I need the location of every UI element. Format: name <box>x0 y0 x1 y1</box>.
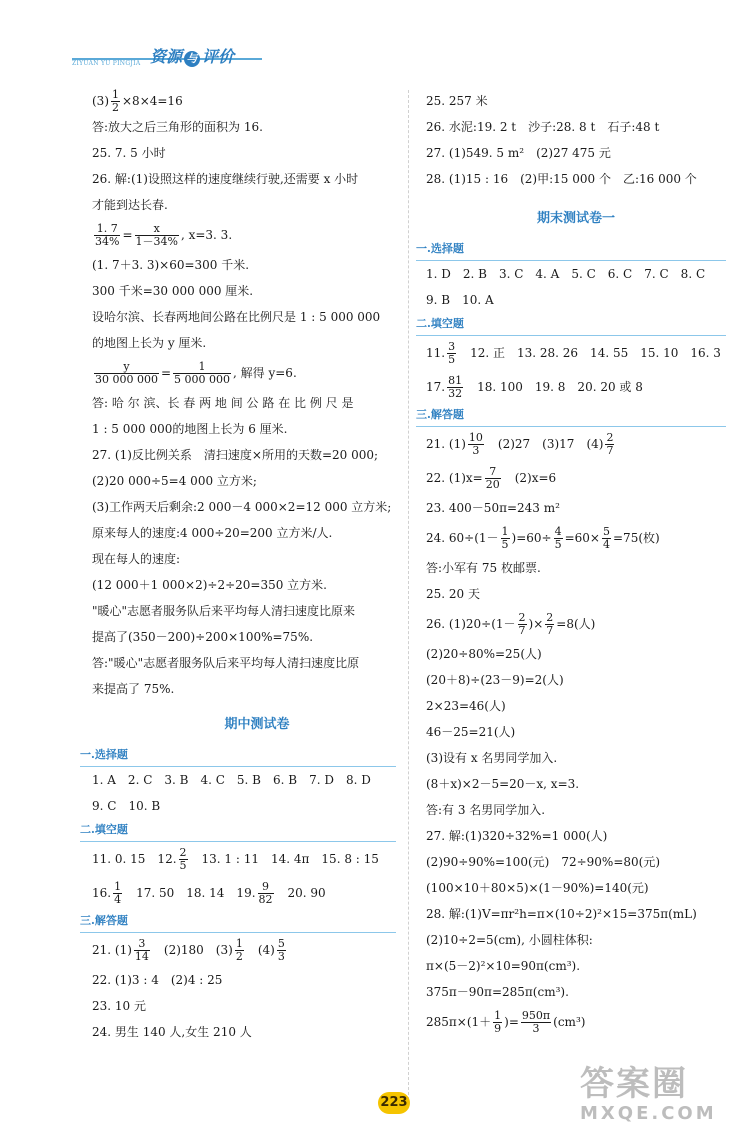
answer-line: 23. 400－50π=243 m² <box>426 501 560 515</box>
answer-line: 答:放大之后三角形的面积为 16. <box>92 120 263 134</box>
answer-line: 28. (1)15 : 16 (2)甲:15 000 个 乙:16 000 个 <box>426 172 697 186</box>
fraction: $\frac{10}{3}$ <box>468 431 483 457</box>
answer-line: 28. 解:(1)V=πr²h=π×(10÷2)²×15=375π(mL) <box>426 907 697 921</box>
header-amp-badge: 与 <box>184 51 200 67</box>
answer-line: 21. (1) $\frac{3}{14}$ (2)180 (3) $\frac{1}{2}$ (4) $\frac{5}{3}$ <box>92 937 285 963</box>
answer-line: 21. (1) $\frac{10}{3}$ (2)27 (3)17 (4) $\frac{2}{7}$ <box>426 431 614 457</box>
fraction: $\frac{1}{5}$ <box>501 525 509 551</box>
answer-line: (2)20÷80%=25(人) <box>426 647 542 661</box>
fraction: $\frac{1}{9}$ <box>494 1009 502 1035</box>
left-column <box>80 88 422 1045</box>
section-title-final: 期末测试卷一 <box>536 211 615 226</box>
answer-line: 27. (1)反比例关系 清扫速度×所用的天数=20 000; <box>92 448 379 462</box>
answer-line: (1. 7＋3. 3)×60=300 千米. <box>92 258 250 272</box>
header-subtitle: ZIYUAN YU PINGJIA <box>72 60 141 67</box>
answer-line: (3) $\frac{1}{2}$ ×8×4=16 <box>92 88 183 114</box>
fraction: $\frac{y}{30 000 000}$ <box>95 360 158 386</box>
subsection-heading: 一.选择题 <box>416 238 726 261</box>
answer-line: 26. (1)20÷(1－ $\frac{2}{7}$ )× $\frac{2}{7}$ =8(人) <box>426 611 596 637</box>
answer-line: 26. 解:(1)设照这样的速度继续行驶,还需要 x 小时 <box>92 172 359 186</box>
answer-line: 24. 60÷(1－ $\frac{1}{5}$ )=60÷ $\frac{4}{5}$ =60× $\frac{5}{4}$ =75(枚) <box>426 525 660 551</box>
answer-line: (3)设有 x 名男同学加入. <box>426 751 558 765</box>
right-column <box>416 88 726 1039</box>
fraction: $\frac{1}{4}$ <box>114 880 122 906</box>
header-title-b: 评价 <box>202 47 235 66</box>
fraction: $\frac{x}{1-34\%}$ <box>135 222 178 248</box>
answer-line: 27. (1)549. 5 m² (2)27 475 元 <box>426 146 611 160</box>
answer-line: (2)10÷2=5(cm), 小圆柱体积: <box>426 933 593 947</box>
answer-line: 答:"暖心"志愿者服务队后来平均每人清扫速度比原 <box>92 656 360 670</box>
answer-line: $\frac{y}{30 000 000}$ = $\frac{1}{5 000 000}$ , 解得 y=6. <box>95 360 297 386</box>
subsection-heading: 二.填空题 <box>80 819 396 842</box>
answer-line: "暖心"志愿者服务队后来平均每人清扫速度比原来 <box>92 604 356 618</box>
fraction: $\frac{1}{2}$ <box>112 88 119 114</box>
subsection-heading: 一.选择题 <box>80 744 396 767</box>
answer-line: 答:小军有 75 枚邮票. <box>426 561 541 575</box>
fraction: $\frac{2}{7}$ <box>546 611 554 637</box>
answer-line: 11. $\frac{3}{5}$ 12. 正 13. 28. 26 14. 55 15. 10 16. 3 <box>426 340 721 366</box>
fraction: $\frac{1. 7}{34\%}$ <box>95 222 120 248</box>
answer-line: 现在每人的速度: <box>92 552 181 566</box>
watermark-text: 答案圈 <box>580 1064 688 1104</box>
answer-line: (3)工作两天后剩余:2 000－4 000×2=12 000 立方米; <box>92 500 392 514</box>
answer-line: 11. 0. 15 12. $\frac{2}{5}$ 13. 1 : 11 14. 4π 15. 8 : 15 <box>92 846 379 872</box>
fraction: $\frac{4}{5}$ <box>554 525 562 551</box>
fraction: $\frac{5}{3}$ <box>277 937 285 963</box>
fraction: $\frac{1}{2}$ <box>235 937 243 963</box>
fraction: $\frac{81}{32}$ <box>448 374 463 400</box>
fraction: $\frac{950\pi}{3}$ <box>521 1009 551 1035</box>
answer-line: 24. 男生 140 人,女生 210 人 <box>92 1025 252 1039</box>
page-number-badge: 223 <box>378 1092 410 1114</box>
fraction: $\frac{2}{7}$ <box>606 431 614 457</box>
fraction: $\frac{5}{4}$ <box>603 525 610 551</box>
answer-line: 1 : 5 000 000的地图上长为 6 厘米. <box>92 422 288 436</box>
fraction: $\frac{2}{7}$ <box>518 611 526 637</box>
subsection-heading: 三.解答题 <box>416 404 726 427</box>
answer-line: 答:有 3 名男同学加入. <box>426 803 546 817</box>
answer-line: 26. 水泥:19. 2 t 沙子:28. 8 t 石子:48 t <box>426 120 660 134</box>
answer-line: 300 千米=30 000 000 厘米. <box>92 284 254 298</box>
answer-line: π×(5－2)²×10=90π(cm³). <box>426 959 581 973</box>
answer-line: 2×23=46(人) <box>426 699 506 713</box>
answer-line: 17. $\frac{81}{32}$ 18. 100 19. 8 20. 20 或 8 <box>426 374 643 400</box>
watermark-logo <box>580 1065 740 1135</box>
fraction: $\frac{3}{14}$ <box>134 937 149 963</box>
answer-line: (100×10＋80×5)×(1－90%)=140(元) <box>426 881 649 895</box>
answer-line: 1. D 2. B 3. C 4. A 5. C 6. C 7. C 8. C <box>426 267 706 281</box>
watermark-url: MXQE.COM <box>580 1103 717 1124</box>
answer-line: 1. A 2. C 3. B 4. C 5. B 6. B 7. D 8. D <box>92 773 371 787</box>
subsection-heading: 二.填空题 <box>416 313 726 336</box>
answer-line: 25. 257 米 <box>426 94 488 108</box>
answer-line: 27. 解:(1)320÷32%=1 000(人) <box>426 829 608 843</box>
answer-line: (2)20 000÷5=4 000 立方米; <box>92 474 257 488</box>
fraction: $\frac{9}{82}$ <box>258 880 273 906</box>
answer-line: 原来每人的速度:4 000÷20=200 立方米/人. <box>92 526 333 540</box>
answer-line: 9. C 10. B <box>92 799 161 813</box>
answer-line: 16. $\frac{1}{4}$ 17. 50 18. 14 19. $\frac{9}{82}$ 20. 90 <box>92 880 326 906</box>
answer-line: 提高了(350－200)÷200×100%=75%. <box>92 630 314 644</box>
answer-line: 25. 7. 5 小时 <box>92 146 166 160</box>
answer-line: 设哈尔滨、长春两地间公路在比例尺是 1 : 5 000 000 <box>92 310 381 324</box>
answer-line: (2)90÷90%=100(元) 72÷90%=80(元) <box>426 855 661 869</box>
answer-line: 285π×(1＋ $\frac{1}{9}$ )= $\frac{950\pi}{3}$ (cm³) <box>426 1009 586 1035</box>
answer-line: 答: 哈 尔 滨、长 春 两 地 间 公 路 在 比 例 尺 是 <box>92 396 354 410</box>
header-title-a: 资源 <box>150 47 183 66</box>
answer-line: 22. (1)x= $\frac{7}{20}$ (2)x=6 <box>426 465 557 491</box>
answer-line: 22. (1)3 : 4 (2)4 : 25 <box>92 973 223 987</box>
answer-line: 来提高了 75%. <box>92 682 175 696</box>
header-title <box>150 44 234 67</box>
answer-line: (8＋x)×2－5=20－x, x=3. <box>426 777 580 791</box>
answer-line: 才能到达长春. <box>92 198 168 212</box>
subsection-heading: 三.解答题 <box>80 910 396 933</box>
answer-line: 的地图上长为 y 厘米. <box>92 336 207 350</box>
answer-line: (12 000＋1 000×2)÷2÷20=350 立方米. <box>92 578 327 592</box>
answer-line: (20＋8)÷(23－9)=2(人) <box>426 673 564 687</box>
section-title-midterm: 期中测试卷 <box>224 717 290 732</box>
fraction: $\frac{7}{20}$ <box>485 465 500 491</box>
answer-line: 25. 20 天 <box>426 587 480 601</box>
answer-line: $\frac{1. 7}{34\%}$ = $\frac{x}{1-34\%}$ , x=3. 3. <box>95 222 233 248</box>
fraction: $\frac{3}{5}$ <box>448 340 456 366</box>
answer-line: 375π－90π=285π(cm³). <box>426 985 569 999</box>
fraction: $\frac{1}{5 000 000}$ <box>174 360 231 386</box>
answer-line: 9. B 10. A <box>426 293 494 307</box>
answer-line: 23. 10 元 <box>92 999 146 1013</box>
fraction: $\frac{2}{5}$ <box>179 846 187 872</box>
answer-line: 46－25=21(人) <box>426 725 516 739</box>
